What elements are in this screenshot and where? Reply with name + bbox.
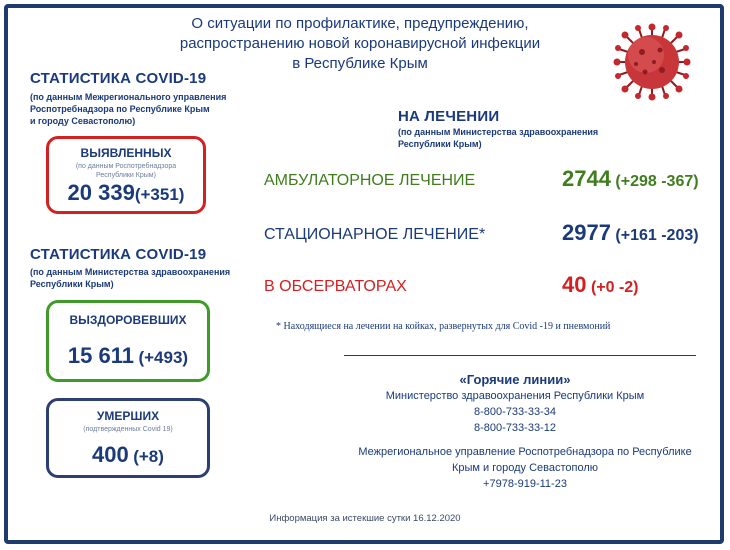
recovered-label: ВЫЗДОРОВЕВШИХ (69, 313, 187, 327)
source-line: Республики Крым) (30, 279, 114, 289)
hotlines-rospotreb-block (340, 444, 710, 492)
treatment-footnote: * Находящиеся на лечении на койках, развернутых для Covid -19 и пневмоний (276, 321, 611, 332)
title-line: в Республике Крым (292, 55, 428, 72)
stats-source-ministry (30, 266, 270, 290)
treatment-heading: НА ЛЕЧЕНИИ (398, 108, 500, 125)
source-line: (по данным Министерства здравоохранения (30, 267, 231, 277)
died-value-row (49, 442, 207, 468)
source-line: и городу Севастополю) (30, 116, 136, 126)
note-line: (по данным Роспотребнадзора (75, 163, 177, 170)
hotlines-rospotreb-name: Крым и городу Севастополю (451, 462, 599, 474)
hotlines-title: «Горячие линии» (459, 372, 571, 387)
died-delta: (+8) (133, 447, 164, 466)
treatment-delta: (+161 -203) (615, 227, 699, 244)
hotlines-ministry-name: Министерство здравоохранения Республики Крым (385, 390, 645, 402)
treatment-row-value (562, 220, 699, 246)
source-line: Роспотребнадзора по Республике Крым (30, 104, 210, 114)
title-line: О ситуации по профилактике, предупреждению, (191, 15, 529, 32)
treatment-value: 40 (562, 272, 587, 297)
died-label: УМЕРШИХ (96, 409, 160, 423)
coronavirus-icon (612, 22, 692, 102)
note-line: Республики Крым) (96, 172, 156, 179)
hotline-phone: +7978-919-11-23 (483, 478, 567, 490)
treatment-source (398, 126, 638, 150)
recovered-value-row (49, 343, 207, 369)
died-value: 400 (92, 442, 129, 467)
hotline-phone: 8-800-733-33-12 (474, 422, 556, 434)
hotlines-rospotreb-name: Межрегиональное управление Роспотребнадзора по Республике (358, 446, 692, 458)
detected-value: 20 339 (67, 180, 135, 205)
detected-note (49, 162, 203, 180)
page-title (150, 14, 570, 74)
source-line: Республики Крым) (398, 139, 482, 149)
detected-card (46, 136, 206, 214)
detected-delta: (+351) (134, 185, 185, 204)
treatment-row-label: СТАЦИОНАРНОЕ ЛЕЧЕНИЕ* (264, 226, 486, 243)
detected-value-row (49, 180, 203, 206)
title-line: распространению новой коронавирусной инфекции (179, 35, 541, 52)
died-note: (подтвержденных Covid 19) (83, 426, 173, 433)
hotline-phone: 8-800-733-33-34 (474, 406, 556, 418)
detected-label: ВЫЯВЛЕННЫХ (80, 146, 172, 160)
treatment-value: 2977 (562, 220, 611, 245)
recovered-delta: (+493) (138, 348, 189, 367)
stats-heading-ministry: СТАТИСТИКА COVID-19 (30, 246, 207, 263)
recovered-value: 15 611 (67, 343, 134, 368)
died-card (46, 398, 210, 478)
recovered-card (46, 300, 210, 382)
divider (344, 355, 696, 356)
treatment-delta: (+298 -367) (615, 173, 699, 190)
treatment-row-value (562, 272, 639, 298)
treatment-delta: (+0 -2) (590, 279, 639, 296)
hotlines-block (340, 372, 690, 436)
treatment-row-value (562, 166, 699, 192)
treatment-row-label: В ОБСЕРВАТОРАХ (264, 278, 407, 295)
treatment-row-label: АМБУЛАТОРНОЕ ЛЕЧЕНИЕ (264, 172, 476, 189)
source-line: (по данным Министерства здравоохранения (398, 127, 599, 137)
footer-info: Информация за истекшие сутки 16.12.2020 (269, 513, 461, 524)
treatment-value: 2744 (562, 166, 611, 191)
stats-heading-rospotreb: СТАТИСТИКА COVID-19 (30, 70, 207, 87)
source-line: (по данным Межрегионального управления (30, 92, 227, 102)
stats-source-rospotreb (30, 91, 260, 127)
